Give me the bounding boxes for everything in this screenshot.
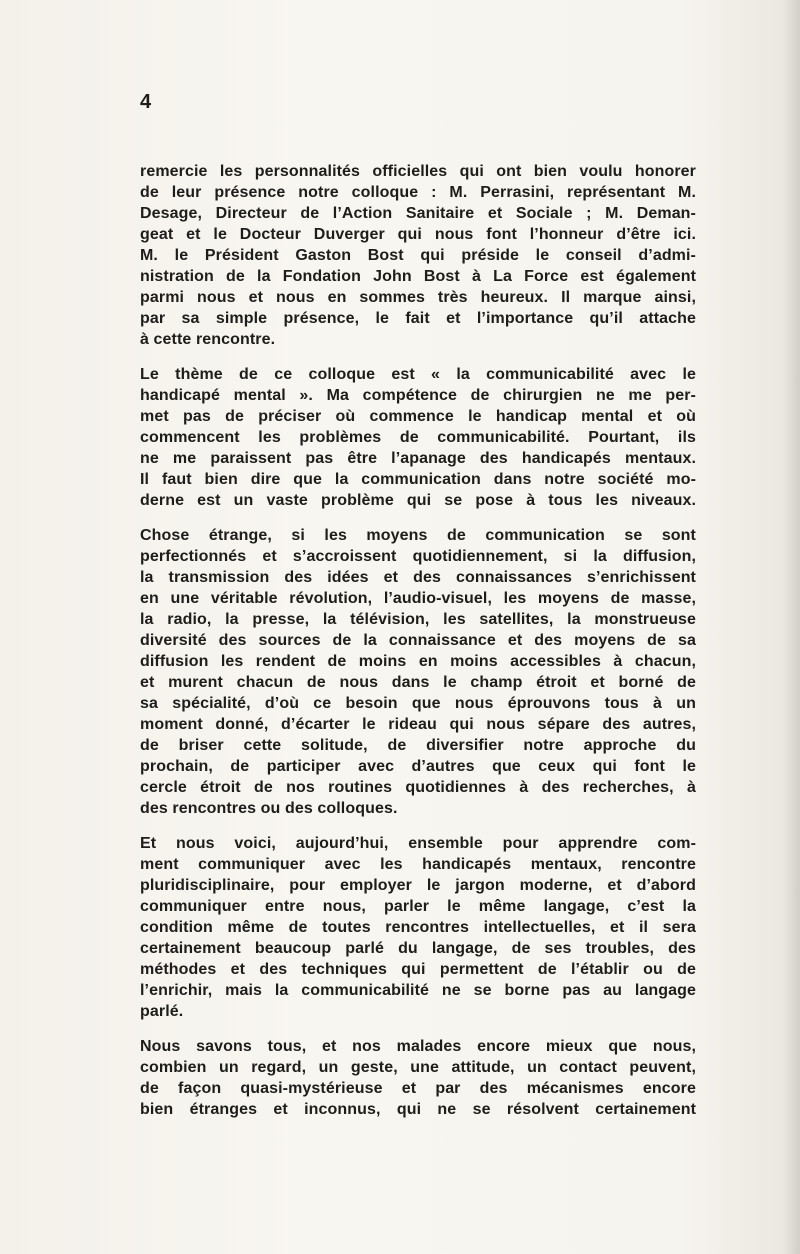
text-line: moment donné, d’écarter le rideau qui nous sépare des autres, bbox=[140, 716, 696, 733]
text-line: bien étranges et inconnus, qui ne se résolvent certainement bbox=[140, 1101, 696, 1118]
paragraph-5 bbox=[140, 1036, 696, 1120]
text-line: méthodes et des techniques qui permettent de l’établir ou de bbox=[140, 961, 696, 978]
text-line: ne me paraissent pas être l’apanage des handicapés mentaux. bbox=[140, 450, 696, 467]
text-line: la radio, la presse, la télévision, les satellites, la monstrueuse bbox=[140, 611, 696, 628]
text-line: des rencontres ou des colloques. bbox=[140, 800, 398, 817]
text-line: ment communiquer avec les handicapés mentaux, rencontre bbox=[140, 856, 696, 873]
text-line: prochain, de participer avec d’autres que ceux qui font le bbox=[140, 758, 696, 775]
text-line: en une véritable révolution, l’audio-visuel, les moyens de masse, bbox=[140, 590, 696, 607]
text-line: cercle étroit de nos routines quotidiennes à des recherches, à bbox=[140, 779, 696, 796]
text-line: sa spécialité, d’où ce besoin que nous éprouvons tous à un bbox=[140, 695, 696, 712]
text-line: certainement beaucoup parlé du langage, de ses troubles, des bbox=[140, 940, 696, 957]
page-edge-shadow bbox=[782, 0, 800, 1254]
text-line: parmi nous et nous en sommes très heureux. Il marque ainsi, bbox=[140, 289, 696, 306]
text-line: de façon quasi-mystérieuse et par des mécanismes encore bbox=[140, 1080, 696, 1097]
text-line: Le thème de ce colloque est « la communicabilité avec le bbox=[140, 366, 696, 383]
text-line: la transmission des idées et des connaissances s’enrichissent bbox=[140, 569, 696, 586]
text-line: handicapé mental ». Ma compétence de chirurgien ne me per- bbox=[140, 387, 696, 404]
text-line: met pas de préciser où commence le handicap mental et où bbox=[140, 408, 696, 425]
text-line: diversité des sources de la connaissance et des moyens de sa bbox=[140, 632, 696, 649]
text-line: par sa simple présence, le fait et l’importance qu’il attache bbox=[140, 310, 696, 327]
text-line: Il faut bien dire que la communication dans notre société mo- bbox=[140, 471, 696, 488]
text-line: parlé. bbox=[140, 1003, 184, 1020]
text-line: derne est un vaste problème qui se pose à tous les niveaux. bbox=[140, 492, 696, 509]
text-line: communiquer entre nous, parler le même langage, c’est la bbox=[140, 898, 696, 915]
text-line: M. le Président Gaston Bost qui préside le conseil d’admi- bbox=[140, 247, 696, 264]
text-line: geat et le Docteur Duverger qui nous font l’honneur d’être ici. bbox=[140, 226, 696, 243]
text-line: et murent chacun de nous dans le champ étroit et borné de bbox=[140, 674, 696, 691]
text-line: remercie les personnalités officielles qui ont bien voulu honorer bbox=[140, 163, 696, 180]
text-line: Chose étrange, si les moyens de communication se sont bbox=[140, 527, 696, 544]
text-line: combien un regard, un geste, une attitude, un contact peuvent, bbox=[140, 1059, 696, 1076]
text-line: condition même de toutes rencontres intellectuelles, et il sera bbox=[140, 919, 696, 936]
text-line: de briser cette solitude, de diversifier notre approche du bbox=[140, 737, 696, 754]
text-line: Desage, Directeur de l’Action Sanitaire et Sociale ; M. Deman- bbox=[140, 205, 696, 222]
paragraph-3 bbox=[140, 525, 696, 819]
body-text bbox=[140, 161, 696, 1134]
text-line: perfectionnés et s’accroissent quotidiennement, si la diffusion, bbox=[140, 548, 696, 565]
paragraph-4 bbox=[140, 833, 696, 1022]
text-line: Nous savons tous, et nos malades encore mieux que nous, bbox=[140, 1038, 696, 1055]
text-line: à cette rencontre. bbox=[140, 331, 276, 348]
paragraph-2 bbox=[140, 364, 696, 511]
text-line: l’enrichir, mais la communicabilité ne se borne pas au langage bbox=[140, 982, 696, 999]
text-line: Et nous voici, aujourd’hui, ensemble pour apprendre com- bbox=[140, 835, 696, 852]
text-line: de leur présence notre colloque : M. Perrasini, représentant M. bbox=[140, 184, 696, 201]
page-number: 4 bbox=[140, 91, 152, 113]
text-line: nistration de la Fondation John Bost à La Force est également bbox=[140, 268, 696, 285]
text-line: diffusion les rendent de moins en moins accessibles à chacun, bbox=[140, 653, 696, 670]
text-line: pluridisciplinaire, pour employer le jargon moderne, et d’abord bbox=[140, 877, 696, 894]
paragraph-1 bbox=[140, 161, 696, 350]
text-line: commencent les problèmes de communicabilité. Pourtant, ils bbox=[140, 429, 696, 446]
